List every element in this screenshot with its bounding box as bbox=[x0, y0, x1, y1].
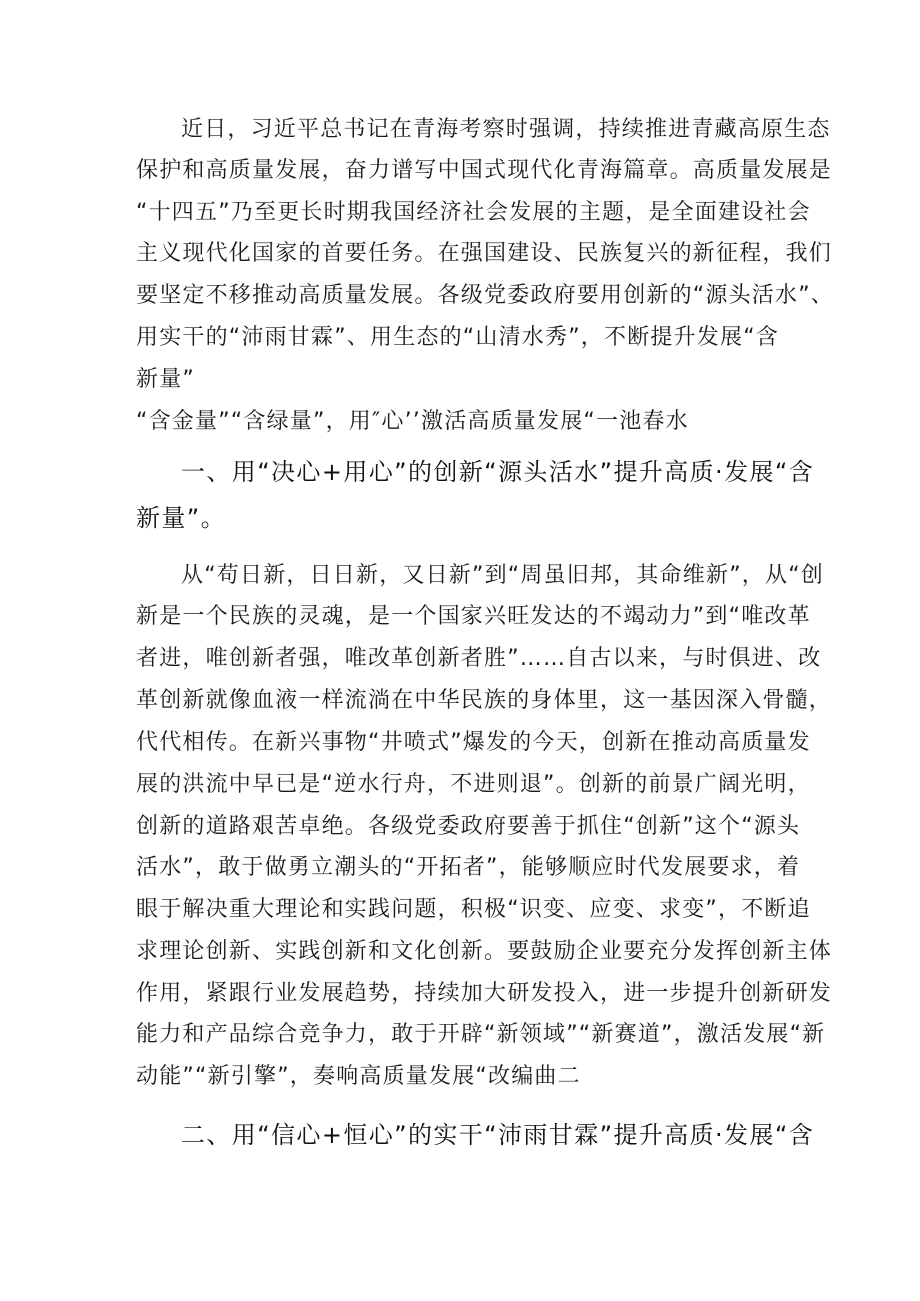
text-line: 新量” bbox=[136, 367, 195, 392]
text-line: 展的洪流中早已是“逆水行舟，不进则退”。创新的前景广阔光明， bbox=[136, 772, 811, 797]
text-line: 活水”，敢于做勇立潮头的“开拓者”，能够顺应时代发展要求，着 bbox=[136, 855, 801, 880]
text-line: 创新的道路艰苦卓绝。各级党委政府要善于抓住“创新”这个“源头 bbox=[136, 814, 801, 839]
text-line: 能力和产品综合竞争力，敢于开辟“新领域”“新赛道”，激活发展“新 bbox=[136, 1022, 826, 1047]
text-line: 主义现代化国家的首要任务。在强国建设、民族复兴的新征程，我们 bbox=[136, 241, 833, 266]
text-line: 从“苟日新，日日新，又日新”到“周虽旧邦，其命维新”，从“创 bbox=[181, 563, 824, 588]
text-line: 求理论创新、实践创新和文化创新。要鼓励企业要充分发挥创新主体 bbox=[136, 939, 833, 964]
text-line: 眼于解决重大理论和实践问题，积极“识变、应变、求变”，不断追 bbox=[136, 897, 811, 922]
heading-line: 新量”。 bbox=[136, 504, 227, 532]
text-line: 革创新就像血液一样流淌在中华民族的身体里，这一基因深入骨髓， bbox=[136, 688, 833, 713]
text-line: 用实干的“沛雨甘霖”、用生态的“山清水秀”，不断提升发展“含 bbox=[136, 325, 779, 350]
text-line: 者进，唯创新者强，唯改革创新者胜”……自古以来，与时俱进、改 bbox=[136, 646, 822, 671]
text-line: 作用，紧跟行业发展趋势，持续加大研发投入，进一步提升创新研发 bbox=[136, 981, 833, 1006]
text-line: 保护和高质量发展，奋力谱写中国式现代化青海篇章。高质量发展是 bbox=[136, 158, 833, 183]
text-line: 要坚定不移推动高质量发展。各级党委政府要用创新的“源头活水”、 bbox=[136, 283, 834, 308]
heading-line: 一、用“决心+用心”的创新“源头活水”提升高质·发展“含 bbox=[181, 458, 815, 486]
text-line: “含金量”“含绿量”，用″心’’激活高质量发展“一池春水 bbox=[136, 409, 689, 434]
heading-line: 二、用“信心+恒心”的实干“沛雨甘霖”提升高质·发展“含 bbox=[181, 1121, 815, 1149]
text-line: 动能”“新引擎”，奏响高质量发展“改编曲二 bbox=[136, 1064, 581, 1089]
text-line: 代代相传。在新兴事物“井喷式”爆发的今天，创新在推动高质量发 bbox=[136, 730, 811, 755]
text-line: 新是一个民族的灵魂，是一个国家兴旺发达的不竭动力”到“唯改革 bbox=[136, 604, 811, 629]
text-line: 近日，习近平总书记在青海考察时强调，持续推进青藏高原生态 bbox=[181, 117, 831, 142]
text-line: “十四五”乃至更长时期我国经济社会发展的主题，是全面建设社会 bbox=[136, 200, 811, 225]
